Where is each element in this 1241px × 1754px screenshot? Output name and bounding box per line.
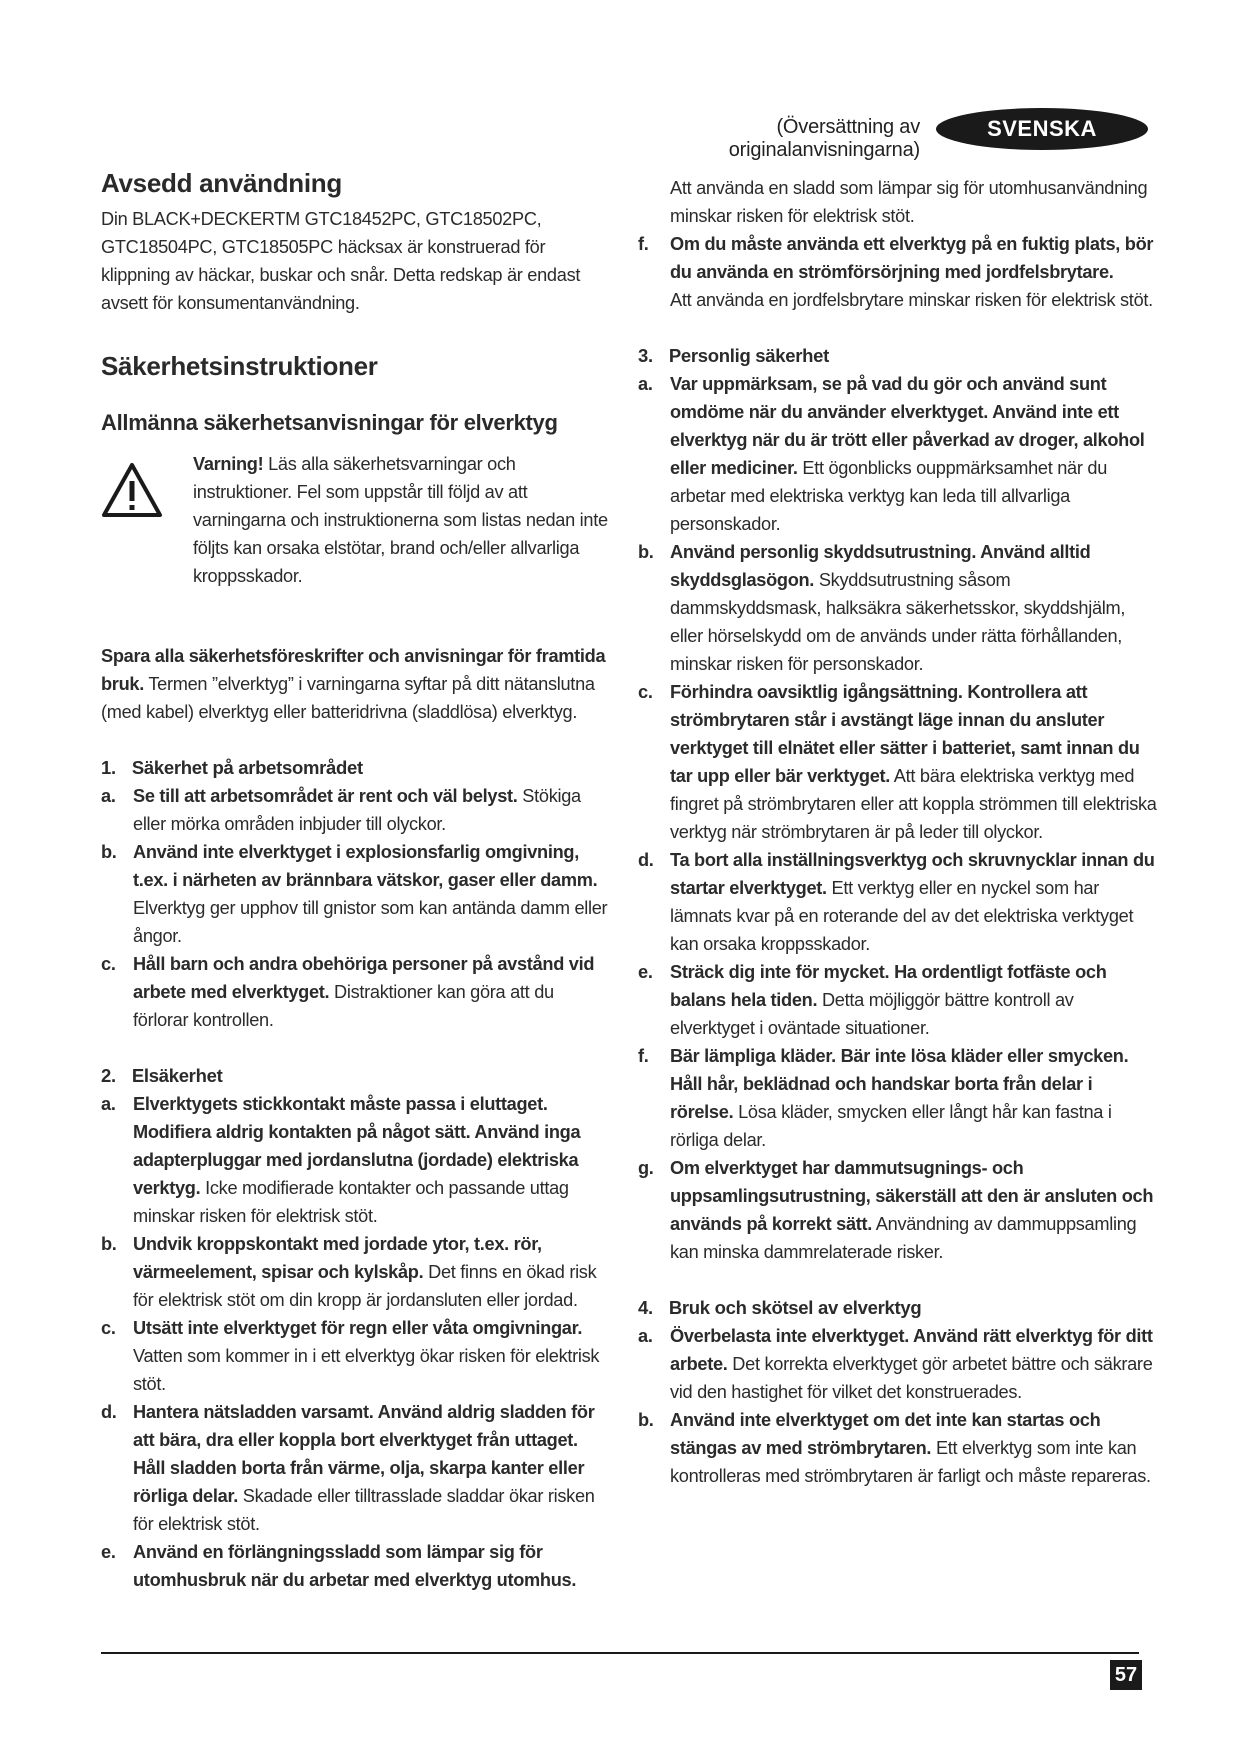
list-item: f. Bär lämpliga kläder. Bär inte lösa kläder eller smycken. Håll hår, beklädnad och handskar borta från delar i rörelse. Lösa kläder, smycken eller långt hår kan fastna i rörliga delar. (638, 1046, 1129, 1150)
warning-block (101, 450, 611, 590)
intended-use-heading: Avsedd användning (101, 168, 342, 198)
language-badge: SVENSKA (936, 108, 1148, 150)
right-column (638, 174, 1158, 1490)
section-personal-safety-title: 3. Personlig säkerhet (638, 345, 829, 366)
continued-text: Att använda en sladd som lämpar sig för utomhusanvändning minskar risken för elektrisk stöt. (670, 178, 1148, 226)
list-item: a. Se till att arbetsområdet är rent och väl belyst. Stökiga eller mörka områden inbjuder till olyckor. (101, 786, 581, 834)
save-instructions: Spara alla säkerhetsföreskrifter och anvisningar för framtida bruk. Termen ”elverktyg” i varningarna syftar på ditt nätanslutna (med kabel) elverktyg eller batteridrivna (sladdlösa) elverktyg. (101, 646, 606, 722)
general-safety-heading: Allmänna säkerhetsanvisningar för elverktyg (101, 410, 558, 435)
list-item: f. Om du måste använda ett elverktyg på en fuktig plats, bör du använda en strömförsörjning med jordfelsbrytare. (638, 234, 1154, 282)
rcd-text: Att använda en jordfelsbrytare minskar risken för elektrisk stöt. (670, 290, 1153, 310)
list-item: b. Använd personlig skyddsutrustning. Använd alltid skyddsglasögon. Skyddsutrustning såsom dammskyddsmask, halksäkra säkerhetsskor, skyddshjälm, eller hörselskydd om de används under rätta förhållanden, minskar risken för personskador. (638, 542, 1126, 674)
warning-text: Varning! Läs alla säkerhetsvarningar och instruktioner. Fel som uppstår till följd av att varningarna och instruktionerna som listas nedan inte följts kan orsaka elstötar, brand och/eller allvarliga kroppsskador. (193, 454, 608, 586)
safety-instructions-heading: Säkerhetsinstruktioner (101, 351, 378, 381)
section-electrical-safety-title: 2. Elsäkerhet (101, 1065, 223, 1086)
warning-triangle-icon (101, 450, 193, 590)
list-item: g. Om elverktyget har dammutsugnings- och uppsamlingsutrustning, säkerställ att den är ansluten och används på korrekt sätt. Användning av dammuppsamling kan minska dammrelaterade risker. (638, 1158, 1154, 1262)
section-tool-care-title: 4. Bruk och skötsel av elverktyg (638, 1297, 922, 1318)
list-item: a. Överbelasta inte elverktyget. Använd rätt elverktyg för ditt arbete. Det korrekta elverktyget gör arbetet bättre och säkrare vid den hastighet för vilket det konstruerades. (638, 1326, 1153, 1402)
list-item: a. Elverktygets stickkontakt måste passa i eluttaget. Modifiera aldrig kontakten på något sätt. Använd inga adapterpluggar med jordanslutna (jordade) elektriska verktyg. Icke modifierade kontakter och passande uttag minskar risken för elektrisk stöt. (101, 1094, 581, 1226)
intended-use-text: Din BLACK+DECKERTM GTC18452PC, GTC18502PC, GTC18504PC, GTC18505PC häcksax är konstruerad för klippning av häckar, buskar och snår. Detta redskap är endast avsett för konsumentanvändning. (101, 209, 581, 313)
list-item: e. Använd en förlängningssladd som lämpar sig för utomhusbruk när du arbetar med elverktyg utomhus. (101, 1542, 577, 1590)
translation-note: (Översättning av originalanvisningarna) (728, 116, 920, 161)
left-column (101, 168, 611, 1594)
list-item: c. Utsätt inte elverktyget för regn eller våta omgivningar. Vatten som kommer in i ett elverktyg ökar risken för elektrisk stöt. (101, 1318, 600, 1394)
list-item: b. Använd inte elverktyget om det inte kan startas och stängas av med strömbrytaren. Ett elverktyg som inte kan kontrolleras med strömbrytaren är farligt och måste repareras. (638, 1410, 1151, 1486)
list-item: a. Var uppmärksam, se på vad du gör och använd sunt omdöme när du använder elverktyget. Använd inte ett elverktyg när du är trött eller påverkad av droger, alkohol eller mediciner. Ett ögonblicks ouppmärksamhet när du arbetar med elektriska verktyg kan leda till allvarliga personskador. (638, 374, 1145, 534)
section-work-area-title: 1. Säkerhet på arbetsområdet (101, 757, 363, 778)
list-item: b. Använd inte elverktyget i explosionsfarlig omgivning, t.ex. i närheten av brännbara vätskor, gaser eller damm. Elverktyg ger upphov till gnistor som kan antända damm eller ångor. (101, 842, 608, 946)
list-item: c. Håll barn och andra obehöriga personer på avstånd vid arbete med elverktyget. Distraktioner kan göra att du förlorar kontrollen. (101, 954, 595, 1030)
footer-rule (101, 1652, 1139, 1654)
list-item: d. Ta bort alla inställningsverktyg och skruvnycklar innan du startar elverktyget. Ett verktyg eller en nyckel som har lämnats kvar på en roterande del av det elektriska verktyget kan orsaka kroppsskador. (638, 850, 1155, 954)
list-item: d. Hantera nätsladden varsamt. Använd aldrig sladden för att bära, dra eller koppla bort elverktyget från uttaget. Håll sladden borta från värme, olja, skarpa kanter eller rörliga delar. Skadade eller tilltrasslade sladdar ökar risken för elektrisk stöt. (101, 1402, 595, 1534)
list-item: e. Sträck dig inte för mycket. Ha ordentligt fotfäste och balans hela tiden. Detta möjliggör bättre kontroll av elverktyget i oväntade situationer. (638, 962, 1107, 1038)
page-number: 57 (1110, 1660, 1142, 1690)
list-item: c. Förhindra oavsiktlig igångsättning. Kontrollera att strömbrytaren står i avstängt läge innan du ansluter verktyget till elnätet eller sätter i batteriet, samt innan du tar upp eller bär verktyget. Att bära elektriska verktyg med fingret på strömbrytaren eller att koppla strömmen till elektriska verktyg när strömbrytaren är på leder till olyckor. (638, 682, 1157, 842)
list-item: b. Undvik kroppskontakt med jordade ytor, t.ex. rör, värmeelement, spisar och kylskåp. Det finns en ökad risk för elektrisk stöt om din kropp är jordansluten eller jordad. (101, 1234, 597, 1310)
